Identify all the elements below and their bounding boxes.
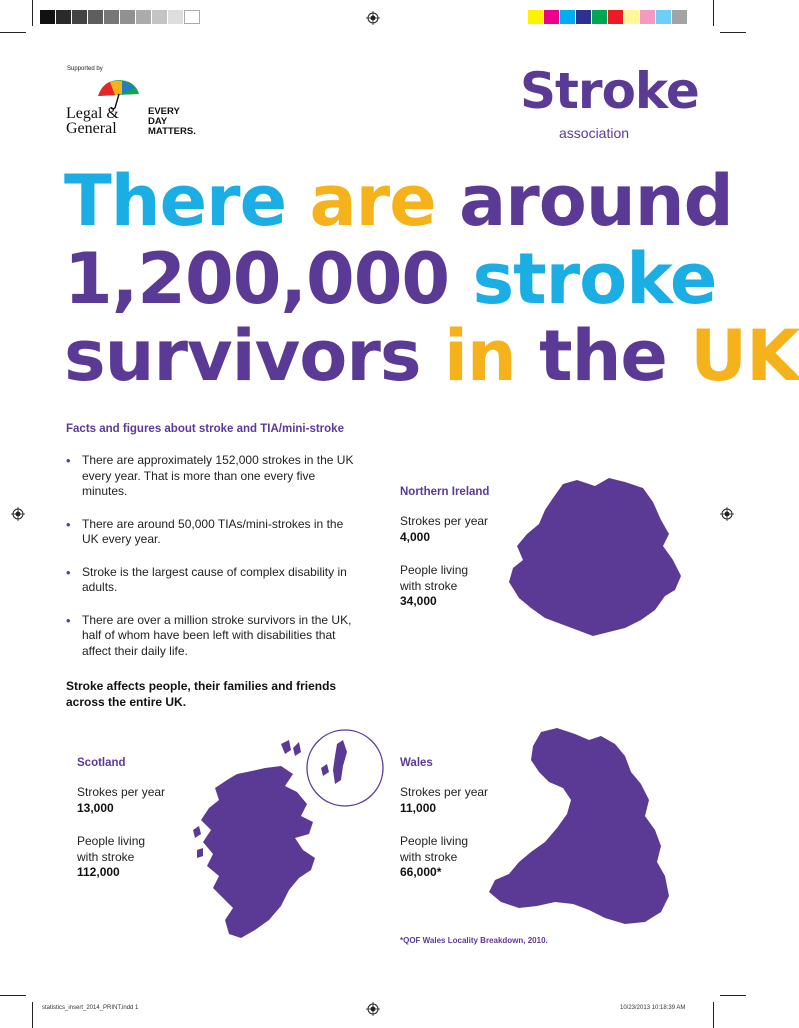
crop-mark	[720, 995, 746, 996]
registration-mark-icon	[366, 11, 380, 25]
bullet-icon: •	[66, 612, 71, 628]
closing-statement: Stroke affects people, their families and friends across the entire UK.	[66, 679, 337, 709]
list-item: • There are approximately 152,000 strokes in the UK every year. That is more than one every five minutes.	[66, 453, 354, 498]
sponsor-tagline: EVERY DAY MATTERS.	[148, 106, 196, 137]
living-value: 34,000	[400, 594, 437, 608]
facts-title: Facts and figures about stroke and TIA/mini-stroke	[66, 423, 344, 435]
headline-line-3: survivors in the UK	[64, 315, 799, 397]
crop-mark	[713, 0, 714, 26]
bullet-icon: •	[66, 453, 71, 468]
print-slug-file: statistics_insert_2014_PRINT.indd 1	[42, 1005, 139, 1011]
registration-mark-icon	[720, 507, 734, 521]
supported-by-label: Supported by	[67, 66, 103, 72]
strokes-value: 4,000	[400, 529, 431, 544]
living-value: 112,000	[77, 865, 120, 879]
living-label: with stroke	[77, 849, 135, 864]
scotland-map	[185, 730, 385, 942]
crop-mark	[0, 995, 26, 996]
region-title: Northern Ireland	[400, 486, 490, 498]
crop-mark	[713, 1002, 714, 1028]
crop-mark	[32, 1002, 33, 1028]
living-label: People living	[77, 834, 146, 848]
wales-map	[485, 726, 671, 932]
footnote: *QOF Wales Locality Breakdown, 2010.	[400, 936, 548, 945]
crop-mark	[0, 32, 26, 33]
brand-subtitle: association	[559, 125, 630, 141]
grayscale-color-bar	[40, 10, 200, 24]
sponsor-name: Legal & General	[66, 105, 119, 137]
bullet-icon: •	[66, 564, 71, 580]
list-item: • Stroke is the largest cause of complex disability in adults.	[66, 564, 347, 594]
strokes-value: 11,000	[400, 800, 437, 815]
headline-line-1: There are around	[64, 160, 733, 242]
living-label: People living	[400, 563, 469, 577]
brand-logo: Stroke	[520, 62, 699, 120]
list-item: • There are around 50,000 TIAs/mini-strokes in the UK every year.	[66, 516, 344, 546]
living-label: with stroke	[400, 849, 458, 864]
facts-list	[66, 453, 356, 676]
strokes-value: 13,000	[77, 800, 114, 815]
list-item: • There are over a million stroke survivors in the UK, half of whom have been left with disabilities that affect their daily life.	[66, 612, 352, 658]
living-label: with stroke	[400, 578, 458, 593]
print-slug-timestamp: 10/23/2013 10:18:39 AM	[620, 1005, 686, 1011]
bullet-icon: •	[66, 516, 71, 532]
process-color-bar	[528, 10, 688, 24]
living-label: People living	[400, 834, 469, 848]
crop-mark	[720, 32, 746, 33]
strokes-label: Strokes per year	[77, 785, 166, 799]
region-title: Scotland	[77, 757, 126, 769]
headline-line-2: 1,200,000 stroke	[64, 238, 717, 320]
living-value: 66,000*	[400, 865, 442, 879]
crop-mark	[32, 0, 33, 26]
region-title: Wales	[400, 757, 433, 769]
registration-mark-icon	[366, 1002, 380, 1016]
strokes-label: Strokes per year	[400, 785, 489, 799]
northern-ireland-map	[505, 472, 683, 642]
strokes-label: Strokes per year	[400, 514, 489, 528]
registration-mark-icon	[11, 507, 25, 521]
